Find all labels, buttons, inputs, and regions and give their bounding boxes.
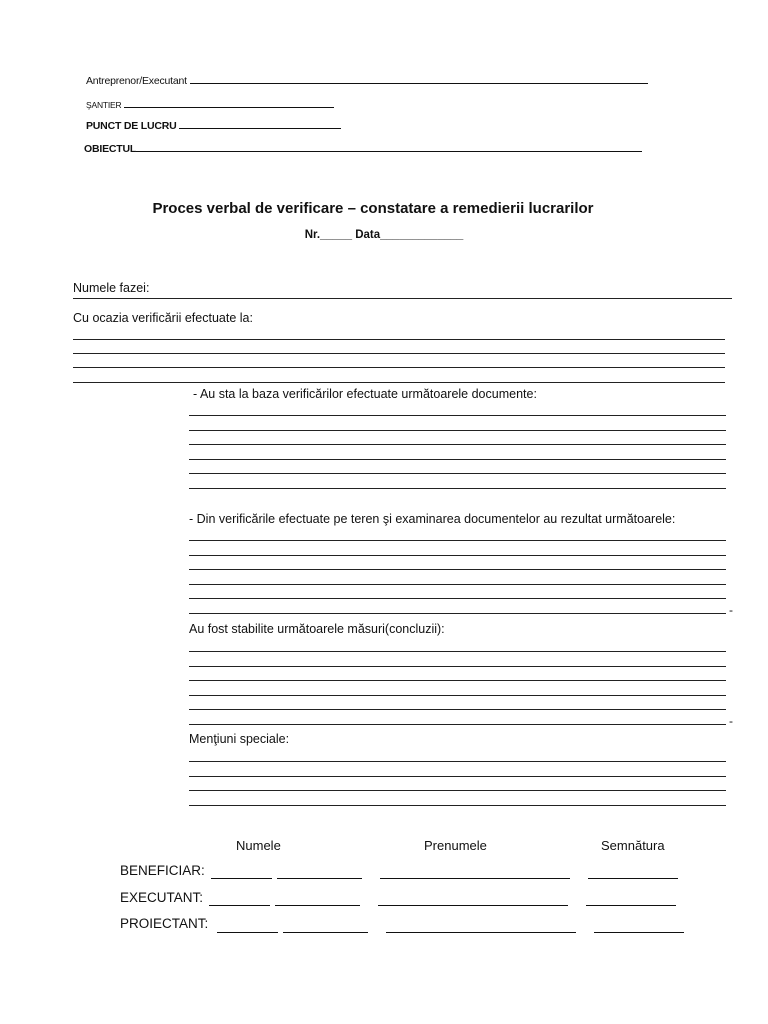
- obiectul-blank[interactable]: [136, 140, 642, 152]
- executant-numele-blank-1[interactable]: [209, 905, 270, 906]
- column-semnatura: Semnătura: [601, 838, 665, 853]
- documente-line[interactable]: [189, 444, 726, 445]
- masuri-label: Au fost stabilite următoarele măsuri(concluzii):: [189, 622, 445, 636]
- ocazia-line[interactable]: [73, 339, 725, 340]
- masuri-end-dash: -: [729, 714, 733, 728]
- documente-line[interactable]: [189, 430, 726, 431]
- rezultat-line[interactable]: [189, 540, 726, 541]
- documente-label: - Au sta la baza verificărilor efectuate următoarele documente:: [193, 387, 537, 401]
- santier-label: ŞANTIER: [86, 100, 122, 110]
- documente-line[interactable]: [189, 459, 726, 460]
- rezultat-line[interactable]: [189, 569, 726, 570]
- rezultat-line[interactable]: [189, 555, 726, 556]
- punct-field: [86, 117, 341, 132]
- numele-fazei-line[interactable]: [73, 298, 732, 299]
- beneficiar-prenumele-blank[interactable]: [380, 878, 570, 879]
- ocazia-line[interactable]: [73, 367, 725, 368]
- role-beneficiar: BENEFICIAR:: [120, 863, 205, 878]
- role-executant: EXECUTANT:: [120, 890, 204, 905]
- rezultat-line[interactable]: [189, 584, 726, 585]
- mentiuni-line[interactable]: [189, 761, 726, 762]
- executant-semnatura-blank[interactable]: [586, 905, 676, 906]
- documente-line[interactable]: [189, 415, 726, 416]
- rezultat-end-dash: -: [729, 603, 733, 617]
- documente-line[interactable]: [189, 473, 726, 474]
- proiectant-semnatura-blank[interactable]: [594, 932, 684, 933]
- ocazia-line[interactable]: [73, 382, 725, 383]
- document-title: Proces verbal de verificare – constatare a remedierii lucrarilor: [152, 200, 594, 217]
- executant-numele-blank-2[interactable]: [275, 905, 360, 906]
- antreprenor-label: Antreprenor/Executant: [86, 75, 187, 87]
- mentiuni-line[interactable]: [189, 805, 726, 806]
- masuri-line[interactable]: [189, 651, 726, 652]
- antreprenor-field: [86, 72, 648, 87]
- ocazia-line[interactable]: [73, 353, 725, 354]
- role-proiectant: PROIECTANT:: [120, 916, 209, 931]
- mentiuni-line[interactable]: [189, 776, 726, 777]
- rezultat-label: - Din verificările efectuate pe teren şi examinarea documentelor au rezultat următoarele:: [189, 512, 676, 526]
- numele-fazei-label: Numele fazei:: [73, 281, 150, 295]
- punct-label: PUNCT DE LUCRU: [86, 120, 177, 132]
- masuri-line[interactable]: [189, 666, 726, 667]
- executant-prenumele-blank[interactable]: [378, 905, 568, 906]
- proiectant-numele-blank-2[interactable]: [283, 932, 368, 933]
- nr-data-line: Nr._____ Data_____________: [304, 229, 464, 241]
- masuri-line[interactable]: [189, 680, 726, 681]
- antreprenor-blank[interactable]: [190, 72, 648, 84]
- punct-blank[interactable]: [179, 117, 341, 129]
- obiectul-field: [84, 140, 642, 155]
- beneficiar-numele-blank-1[interactable]: [211, 878, 272, 879]
- masuri-line[interactable]: [189, 724, 726, 725]
- masuri-line[interactable]: [189, 709, 726, 710]
- column-numele: Numele: [236, 838, 281, 853]
- ocazia-label: Cu ocazia verificării efectuate la:: [73, 311, 253, 325]
- mentiuni-label: Menţiuni speciale:: [189, 732, 290, 746]
- proiectant-prenumele-blank[interactable]: [386, 932, 576, 933]
- beneficiar-semnatura-blank[interactable]: [588, 878, 678, 879]
- documente-line[interactable]: [189, 488, 726, 489]
- column-prenumele: Prenumele: [424, 838, 487, 853]
- santier-blank[interactable]: [124, 96, 334, 108]
- masuri-line[interactable]: [189, 695, 726, 696]
- rezultat-line[interactable]: [189, 613, 726, 614]
- proiectant-numele-blank-1[interactable]: [217, 932, 278, 933]
- obiectul-label: OBIECTUL: [84, 143, 137, 155]
- rezultat-line[interactable]: [189, 598, 726, 599]
- mentiuni-line[interactable]: [189, 790, 726, 791]
- santier-field: [86, 96, 334, 110]
- beneficiar-numele-blank-2[interactable]: [277, 878, 362, 879]
